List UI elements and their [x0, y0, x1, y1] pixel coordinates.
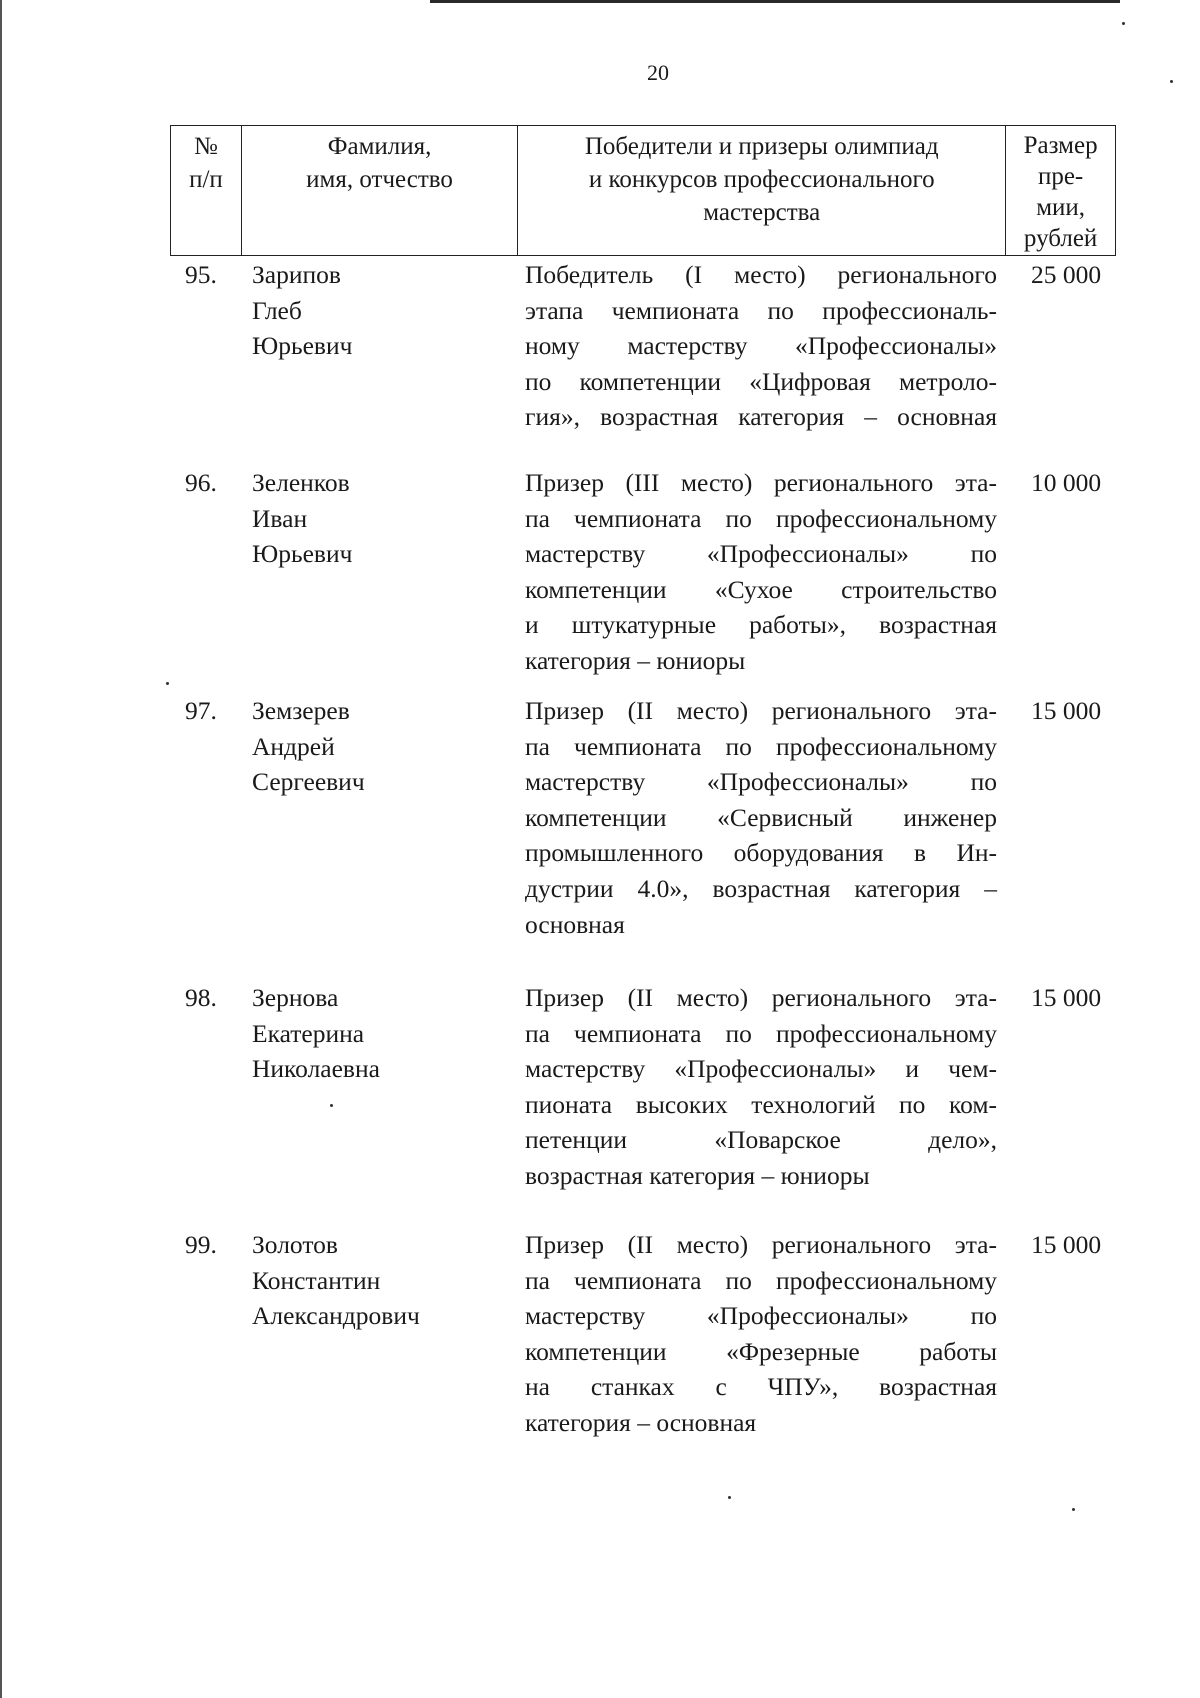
- description-line: на станках с ЧПУ», возрастная: [525, 1372, 997, 1402]
- row-name: [252, 1227, 512, 1334]
- row-amount: 15 000: [1030, 696, 1102, 725]
- given-name: Глеб: [252, 295, 302, 325]
- description-line: петенции «Поварское дело»,: [525, 1125, 997, 1155]
- left-scan-edge: [0, 0, 2, 1698]
- row-name: [252, 980, 512, 1087]
- row-amount: 15 000: [1030, 983, 1102, 1012]
- header-text: и конкурсов профессионального: [588, 166, 935, 193]
- description-line: компетенции «Сервисный инженер: [525, 802, 997, 832]
- description-line: компетенции «Фрезерные работы: [525, 1336, 997, 1366]
- header-number: [171, 126, 242, 255]
- surname: Зернова: [252, 983, 339, 1012]
- row-description: [525, 1227, 997, 1441]
- row-description: [525, 980, 997, 1194]
- patronymic: Юрьевич: [252, 331, 353, 361]
- row-number: 97.: [185, 696, 217, 725]
- row-description: [525, 257, 997, 435]
- description-line: категория – основная: [525, 1407, 757, 1437]
- patronymic: Александрович: [252, 1301, 420, 1331]
- header-text: п/п: [189, 166, 223, 193]
- description-line: па чемпионата по профессиональному: [525, 731, 997, 761]
- row-amount: 15 000: [1030, 1230, 1102, 1259]
- header-description: [518, 126, 1006, 255]
- row-description: [525, 465, 997, 679]
- description-line: дустрии 4.0», возрастная категория –: [525, 873, 997, 903]
- scan-speck: [728, 1496, 731, 1499]
- header-text: мастерства: [703, 199, 821, 226]
- description-line: гия», возрастная категория – основная: [525, 402, 997, 432]
- description-line: компетенции «Сухое строительство: [525, 574, 997, 604]
- description-line: Призер (II место) регионального эта-: [525, 983, 997, 1012]
- description-line: по компетенции «Цифровая метроло-: [525, 366, 997, 396]
- header-text: Фамилия,: [327, 133, 432, 160]
- description-line: мастерству «Профессионалы» по: [525, 1301, 997, 1331]
- header-name: [242, 126, 518, 255]
- patronymic: Николаевна: [252, 1054, 380, 1084]
- row-amount: 25 000: [1030, 260, 1102, 289]
- page-number: 20: [647, 60, 669, 85]
- row-number: 98.: [185, 983, 217, 1012]
- description-line: и штукатурные работы», возрастная: [525, 610, 997, 640]
- patronymic: Юрьевич: [252, 539, 353, 569]
- description-line: мастерству «Профессионалы» и чем-: [525, 1054, 997, 1084]
- patronymic: Сергеевич: [252, 767, 365, 797]
- header-text: мии,: [1036, 194, 1086, 221]
- description-line: этапа чемпионата по профессиональ-: [525, 295, 997, 325]
- row-name: [252, 257, 512, 364]
- header-text: Размер: [1023, 132, 1098, 159]
- description-line: па чемпионата по профессиональному: [525, 1018, 997, 1048]
- given-name: Екатерина: [252, 1018, 365, 1048]
- header-text: Победители и призеры олимпиад: [584, 133, 939, 160]
- description-line: мастерству «Профессионалы» по: [525, 767, 997, 797]
- description-line: промышленного оборудования в Ин-: [525, 838, 997, 868]
- scan-speck: [1072, 1508, 1075, 1511]
- description-line: возрастная категория – юниоры: [525, 1160, 870, 1190]
- description-line: Призер (II место) регионального эта-: [525, 1230, 997, 1259]
- row-number: 95.: [185, 260, 217, 289]
- description-line: Призер (III место) регионального эта-: [525, 468, 997, 497]
- header-text: имя, отчество: [306, 166, 453, 193]
- header-text: пре-: [1037, 163, 1084, 190]
- given-name: Иван: [252, 503, 308, 533]
- row-name: [252, 693, 512, 800]
- given-name: Константин: [252, 1265, 381, 1295]
- row-name: [252, 465, 512, 572]
- description-line: па чемпионата по профессиональному: [525, 503, 997, 533]
- description-line: основная: [525, 909, 625, 939]
- row-description: [525, 693, 997, 942]
- surname: Земзерев: [252, 696, 350, 725]
- description-line: мастерству «Профессионалы» по: [525, 539, 997, 569]
- scan-speck: [1122, 22, 1125, 25]
- row-number: 96.: [185, 468, 217, 497]
- description-line: категория – юниоры: [525, 645, 746, 675]
- row-amount: 10 000: [1030, 468, 1102, 497]
- surname: Зарипов: [252, 260, 341, 289]
- surname: Зеленков: [252, 468, 350, 497]
- header-amount: [1006, 126, 1115, 255]
- description-line: па чемпионата по профессиональному: [525, 1265, 997, 1295]
- row-number: 99.: [185, 1230, 217, 1259]
- description-line: Призер (II место) регионального эта-: [525, 696, 997, 725]
- scan-speck: [166, 682, 169, 685]
- description-line: ному мастерству «Профессионалы»: [525, 331, 997, 361]
- description-line: Победитель (I место) регионального: [525, 260, 997, 289]
- table-header: [170, 125, 1116, 256]
- header-text: рублей: [1023, 225, 1098, 252]
- scan-speck: [330, 1104, 333, 1107]
- top-border-line: [430, 0, 1120, 3]
- surname: Золотов: [252, 1230, 338, 1259]
- given-name: Андрей: [252, 731, 335, 761]
- header-text: №: [193, 133, 218, 160]
- description-line: пионата высоких технологий по ком-: [525, 1089, 997, 1119]
